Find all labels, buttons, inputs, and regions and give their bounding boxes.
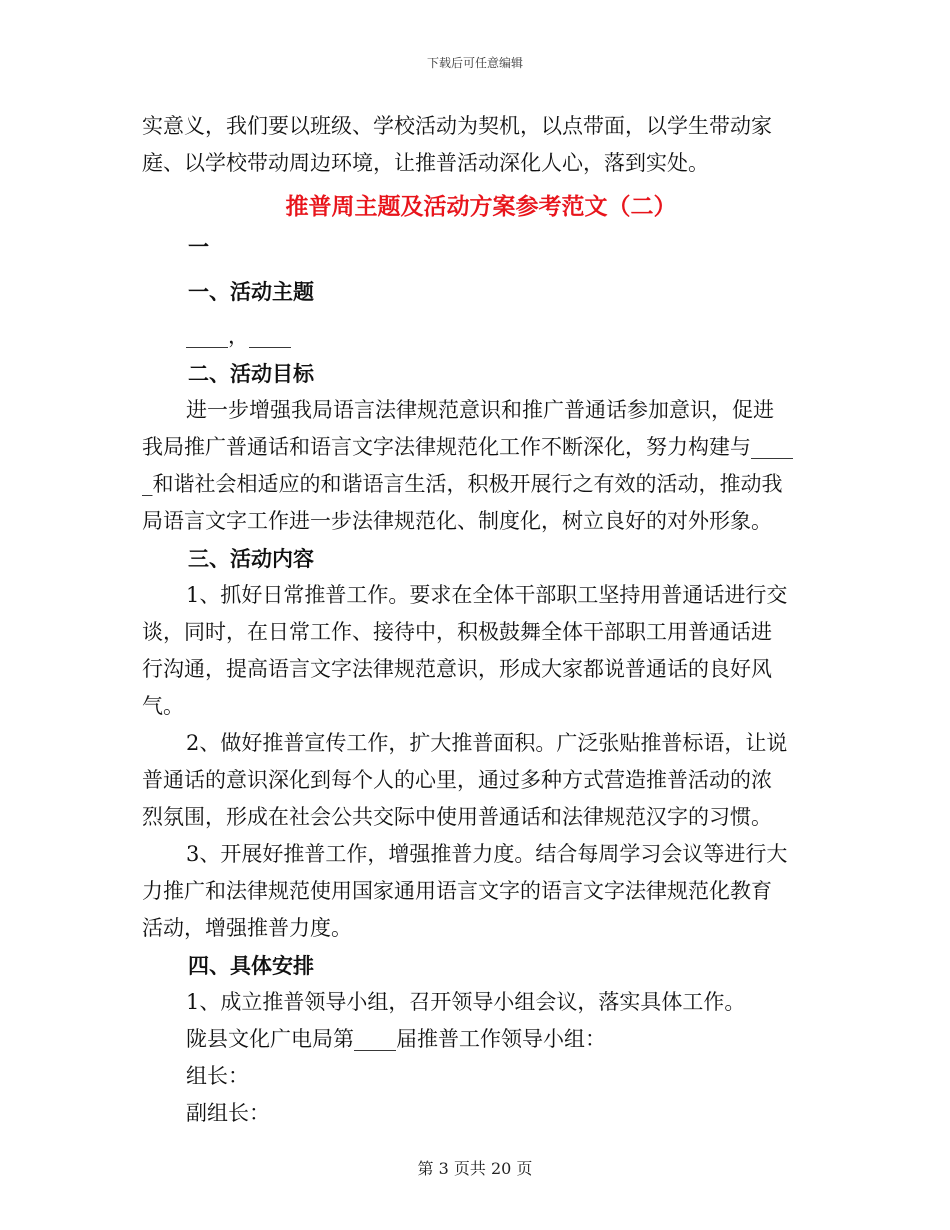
page-header: 下载后可任意编辑 bbox=[426, 56, 523, 70]
goal-line: 进一步增强我局语言法律规范意识和推广普通话参加意识，促进 bbox=[186, 398, 774, 422]
content-item-line: 1、抓好日常推普工作。要求在全体干部职工坚持用普通话进行交 bbox=[186, 583, 788, 607]
arrangement-line: 1、成立推普领导小组，召开领导小组会议，落实具体工作。 bbox=[186, 990, 746, 1014]
content-item-line: 3、开展好推普工作，增强推普力度。结合每周学习会议等进行大 bbox=[186, 842, 788, 866]
intro-line: 庭、以学校带动周边环境，让推普活动深化人心，落到实处。 bbox=[142, 151, 709, 175]
goal-line: 局语言文字工作进一步法律规范化、制度化，树立良好的对外形象。 bbox=[142, 509, 772, 533]
content-item-line: 谈，同时，在日常工作、接待中，积极鼓舞全体干部职工用普通话进 bbox=[142, 620, 772, 644]
content-item-line: 普通话的意识深化到每个人的心里，通过多种方式营造推普活动的浓 bbox=[142, 768, 772, 792]
document-body bbox=[142, 108, 812, 1132]
arrangement-line: 陇县文化广电局第____届推普工作领导小组： bbox=[186, 1027, 606, 1051]
dash-line: 一 bbox=[188, 234, 209, 259]
content-item-line: 2、做好推普宣传工作，扩大推普面积。广泛张贴推普标语，让说 bbox=[186, 731, 788, 755]
content-item-line: 气。 bbox=[142, 694, 184, 718]
section-heading-goal: 二、活动目标 bbox=[188, 361, 314, 386]
content-item-line: 烈氛围，形成在社会公共交际中使用普通话和法律规范汉字的习惯。 bbox=[142, 805, 772, 829]
section-heading-arrangement: 四、具体安排 bbox=[188, 953, 314, 978]
content-item-line: 活动，增强推普力度。 bbox=[142, 916, 352, 940]
theme-blank-line: ____，____ bbox=[186, 324, 291, 348]
section-heading-theme: 一、活动主题 bbox=[188, 279, 314, 304]
goal-line: 我局推广普通话和语言文字法律规范化工作不断深化，努力构建与____ bbox=[142, 435, 793, 459]
arrangement-line: 副组长： bbox=[186, 1101, 270, 1125]
arrangement-line: 组长： bbox=[186, 1064, 249, 1088]
content-item-line: 力推广和法律规范使用国家通用语言文字的语言文字法律规范化教育 bbox=[142, 879, 772, 903]
intro-line: 实意义，我们要以班级、学校活动为契机，以点带面，以学生带动家 bbox=[142, 114, 772, 138]
content-item-line: 行沟通，提高语言文字法律规范意识，形成大家都说普通话的良好风 bbox=[142, 657, 772, 681]
page-footer: 第 3 页共 20 页 bbox=[417, 1159, 533, 1178]
document-title: 推普周主题及活动方案参考范文（二） bbox=[285, 193, 677, 220]
goal-line: _和谐社会相适应的和谐语言生活，积极开展行之有效的活动，推动我 bbox=[142, 472, 783, 496]
section-heading-content: 三、活动内容 bbox=[188, 546, 314, 571]
